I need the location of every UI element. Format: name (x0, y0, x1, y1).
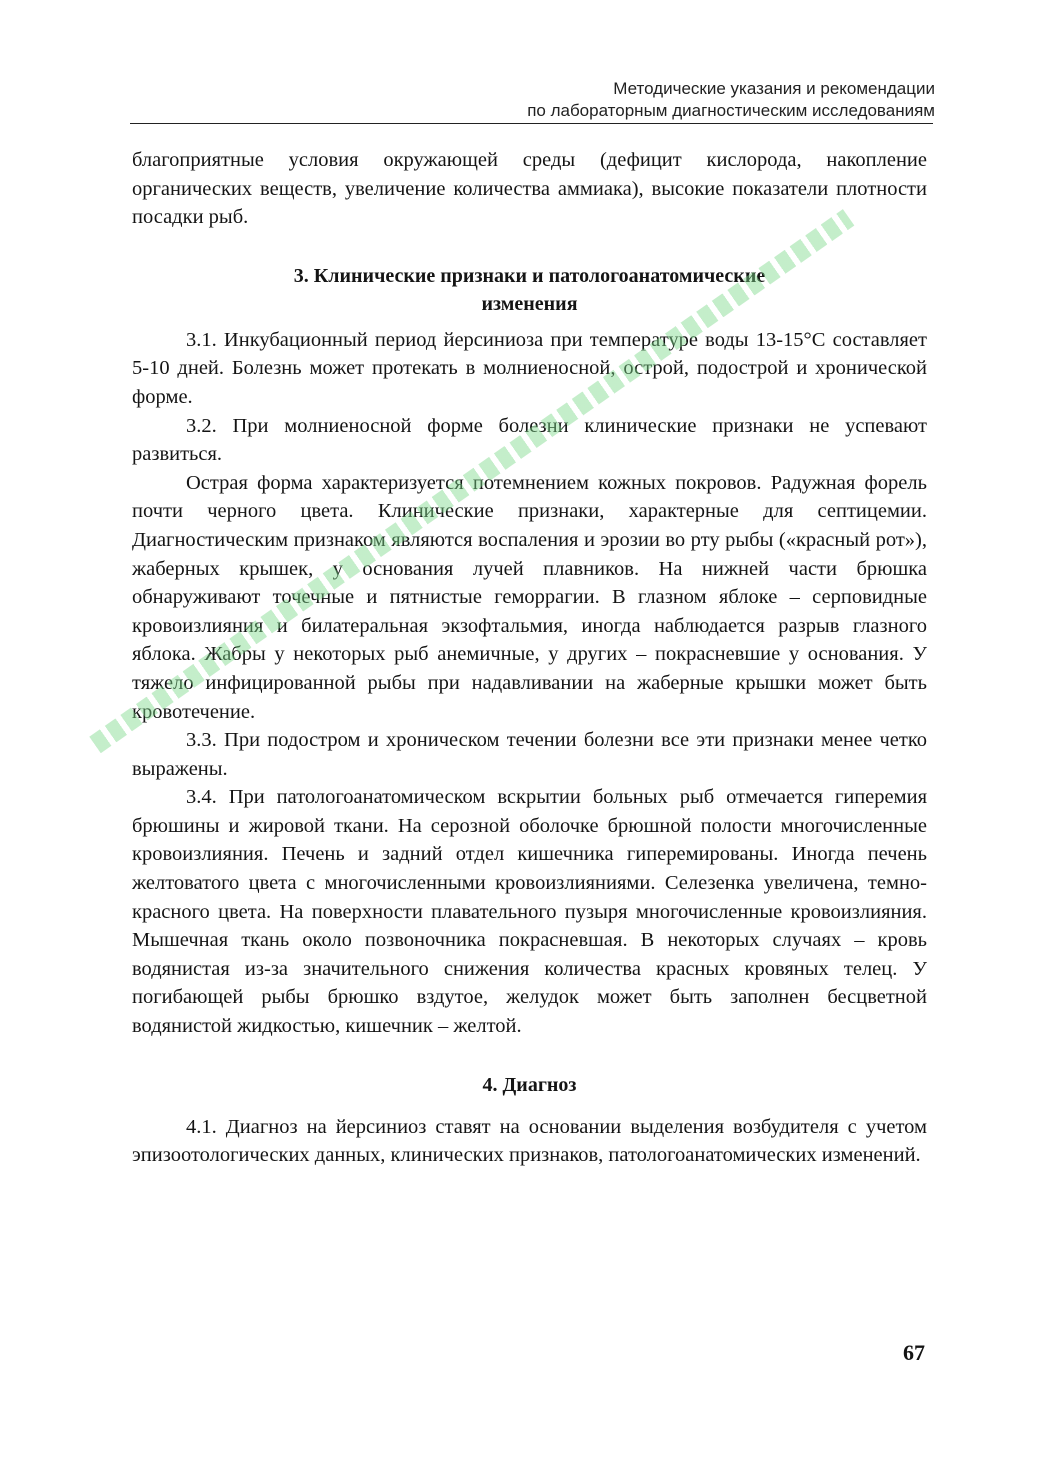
section-3-heading (132, 262, 927, 318)
paragraph-3-3: 3.3. При подостром и хроническом течении болезни все эти признаки менее четко выражены. (132, 729, 927, 780)
paragraph-3-4: 3.4. При патологоанатомическом вскрытии больных рыб отмечается гиперемия брюшины и жировой ткани. На серозной оболочке брюшной полости многочисленные кровоизлияния. Печень и задний отдел кишечника гиперемированы. Иногда печень желтоватого цвета с многочисленными кровоизлияниями. Селезенка увеличена, темно-красного цвета. На поверхности плавательного пузыря многочисленные кровоизлияния. Мышечная ткань около позвоночника покрасневшая. В некоторых случаях – кровь водянистая из-за значительного снижения количества красных кровяных телец. У погибающей рыбы брюшко вздутое, желудок может быть заполнен бесцветной водянистой жидкостью, кишечник – желтой. (132, 786, 927, 1038)
running-header (527, 78, 935, 122)
page-body (132, 146, 927, 1170)
page-number: 67 (903, 1340, 925, 1365)
section-3-heading-line-2: изменения (481, 292, 578, 315)
running-header-line-1: Методические указания и рекомендации (613, 79, 935, 98)
paragraph-4-1: 4.1. Диагноз на йерсиниоз ставят на основании выделения возбудителя с учетом эпизоотологических данных, клинических признаков, патологоанатомических изменений. (132, 1115, 927, 1167)
paragraph-acute-form: Острая форма характеризуется потемнением кожных покровов. Радужная форель почти черного цвета. Клинические признаки, характерные для септицемии. Диагностическим признаком являются воспаления и эрозии во рту рыбы («красный рот»), жаберных крышек, у основания лучей плавников. На нижней части брюшка обнаруживают точечные и пятнистые геморрагии. В глазном яблоке – серповидные кровоизлияния и билатеральная экзофтальмия, иногда наблюдается разрыв глазного яблока. Жабры у некоторых рыб анемичные, у других – покрасневшие у основания. У тяжело инфицированной рыбы при надавливании на жаберные крышки может быть кровотечение. (132, 471, 927, 723)
header-divider (130, 123, 933, 124)
paragraph-intro: благоприятные условия окружающей среды (дефицит кислорода, накопление органических веществ, увеличение количества аммиака), высокие показатели плотности посадки рыб. (132, 149, 927, 229)
paragraph-3-2: 3.2. При молниеносной форме болезни клинические признаки не успевают развиться. (132, 414, 927, 466)
paragraph-3-1: 3.1. Инкубационный период йерсиниоза при температуре воды 13-15°С составляет 5-10 дней. Болезнь может протекать в молниеносной, острой, подострой и хронической форме. (132, 328, 927, 408)
section-4-heading: 4. Диагноз (482, 1073, 577, 1096)
running-header-line-2: по лабораторным диагностическим исследованиям (527, 101, 935, 120)
section-3-heading-line-1: 3. Клинические признаки и патологоанатомические (293, 264, 766, 287)
